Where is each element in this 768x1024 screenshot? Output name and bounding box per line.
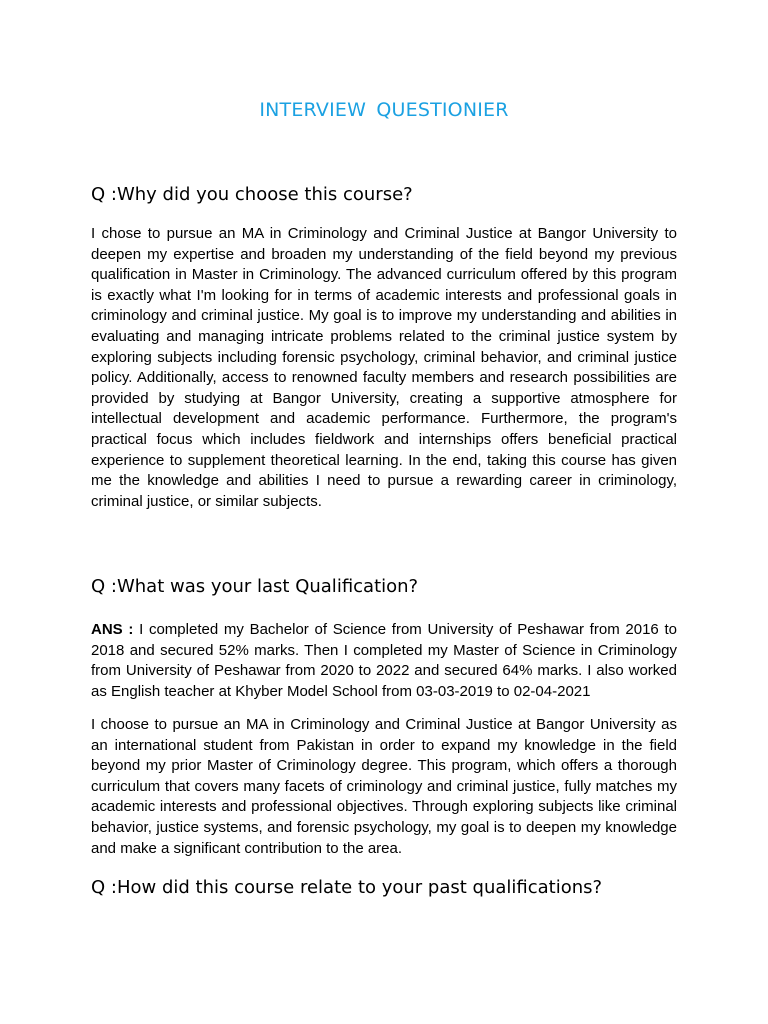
answer-2-continued: I choose to pursue an MA in Criminology and Criminal Justice at Bangor University as an international student from Pakistan in order to expand my knowledge in the field beyond my prior Master of Criminology degree. This program, which offers a thorough curriculum that covers many facets of criminology and criminal justice, fully matches my academic interests and professional objectives. Through exploring subjects like criminal behavior, justice systems, and forensic psychology, my goal is to deepen my knowledge and make a significant contribution to the area. bbox=[91, 716, 677, 857]
question-2: Q :What was your last Qualification? bbox=[91, 576, 419, 597]
answer-2 bbox=[91, 620, 677, 702]
answer-label: ANS : bbox=[91, 621, 134, 638]
answer-2-text: I completed my Bachelor of Science from University of Peshawar from 2016 to 2018 and secured 52% marks. Then I completed my Master of Science in Criminology from University of Peshawar from 2020 to 2022 and secured 64% marks. I also worked as English teacher at Khyber Model School from 03-03-2019 to 02-04-2021 bbox=[91, 621, 677, 700]
question-1: Q :Why did you choose this course? bbox=[91, 184, 413, 205]
answer-1: I chose to pursue an MA in Criminology and Criminal Justice at Bangor University to deepen my expertise and broaden my understanding of the field beyond my previous qualification in Master in Criminology. The advanced curriculum offered by this program is exactly what I'm looking for in terms of academic interests and professional goals in criminology and criminal justice. My goal is to improve my understanding and abilities in evaluating and managing intricate problems related to the criminal justice system by exploring subjects including forensic psychology, criminal behavior, and criminal justice policy. Additionally, access to renowned faculty members and research possibilities are provided by studying at Bangor University, creating a supportive atmosphere for intellectual development and academic performance. Furthermore, the program's practical focus which includes fieldwork and internships offers beneficial practical experience to supplement theoretical learning. In the end, taking this course has given me the knowledge and abilities I need to pursue a rewarding career in criminology, criminal justice, or similar subjects. bbox=[91, 225, 677, 510]
question-3: Q :How did this course relate to your past qualifications? bbox=[91, 877, 603, 898]
document-title: INTERVIEW QUESTIONIER bbox=[259, 99, 509, 121]
